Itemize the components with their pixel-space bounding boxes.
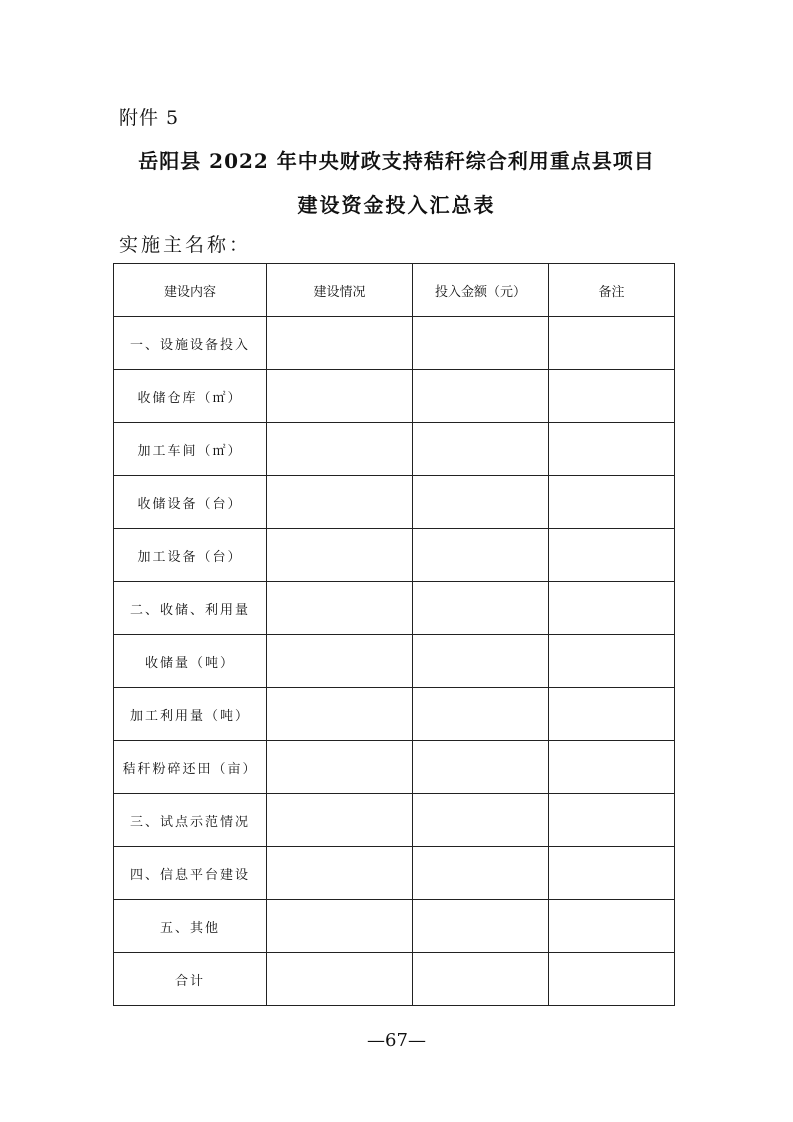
table-row xyxy=(114,794,675,847)
status-cell xyxy=(267,370,413,423)
status-cell xyxy=(267,423,413,476)
remark-cell xyxy=(549,953,675,1006)
amount-cell xyxy=(413,317,549,370)
amount-cell xyxy=(413,847,549,900)
amount-cell xyxy=(413,953,549,1006)
entity-name-label: 实施主名称： xyxy=(119,234,252,256)
amount-cell xyxy=(413,370,549,423)
table-row xyxy=(114,529,675,582)
row-item-label: 加工利用量（吨） xyxy=(114,688,267,741)
table-row xyxy=(114,900,675,953)
remark-cell xyxy=(549,317,675,370)
row-item-label: 加工车间（㎡） xyxy=(114,423,267,476)
status-cell xyxy=(267,900,413,953)
amount-cell xyxy=(413,794,549,847)
row-item-label: 一、设施设备投入 xyxy=(114,317,267,370)
table-row xyxy=(114,423,675,476)
amount-cell xyxy=(413,529,549,582)
remark-cell xyxy=(549,794,675,847)
attachment-label: 附件 5 xyxy=(119,107,180,129)
table-row xyxy=(114,741,675,794)
row-item-label: 收储量（吨） xyxy=(114,635,267,688)
table-row xyxy=(114,476,675,529)
remark-cell xyxy=(549,529,675,582)
document-title-line1: 岳阳县 2022 年中央财政支持秸秆综合利用重点县项目 xyxy=(138,149,655,173)
remark-cell xyxy=(549,900,675,953)
amount-cell xyxy=(413,688,549,741)
remark-cell xyxy=(549,847,675,900)
remark-cell xyxy=(549,370,675,423)
table-body xyxy=(114,317,675,1006)
row-item-label: 合计 xyxy=(114,953,267,1006)
remark-cell xyxy=(549,741,675,794)
table-row xyxy=(114,847,675,900)
row-item-label: 加工设备（台） xyxy=(114,529,267,582)
status-cell xyxy=(267,741,413,794)
status-cell xyxy=(267,847,413,900)
header-amount: 投入金额（元） xyxy=(413,264,549,317)
row-item-label: 四、信息平台建设 xyxy=(114,847,267,900)
remark-cell xyxy=(549,635,675,688)
amount-cell xyxy=(413,741,549,794)
table-row xyxy=(114,317,675,370)
amount-cell xyxy=(413,582,549,635)
amount-cell xyxy=(413,476,549,529)
amount-cell xyxy=(413,635,549,688)
status-cell xyxy=(267,953,413,1006)
remark-cell xyxy=(549,688,675,741)
row-item-label: 秸秆粉碎还田（亩） xyxy=(114,741,267,794)
table-row xyxy=(114,688,675,741)
table-header-row xyxy=(114,264,675,317)
remark-cell xyxy=(549,476,675,529)
status-cell xyxy=(267,317,413,370)
status-cell xyxy=(267,476,413,529)
amount-cell xyxy=(413,423,549,476)
row-item-label: 二、收储、利用量 xyxy=(114,582,267,635)
row-item-label: 收储设备（台） xyxy=(114,476,267,529)
row-item-label: 五、其他 xyxy=(114,900,267,953)
table-row xyxy=(114,635,675,688)
document-title-line2: 建设资金投入汇总表 xyxy=(297,193,496,217)
status-cell xyxy=(267,794,413,847)
table-row xyxy=(114,370,675,423)
row-item-label: 收储仓库（㎡） xyxy=(114,370,267,423)
row-item-label: 三、试点示范情况 xyxy=(114,794,267,847)
page-number: —67— xyxy=(367,1030,426,1051)
status-cell xyxy=(267,635,413,688)
summary-table xyxy=(113,263,675,1006)
table-row xyxy=(114,953,675,1006)
header-status: 建设情况 xyxy=(267,264,413,317)
status-cell xyxy=(267,582,413,635)
status-cell xyxy=(267,529,413,582)
header-content: 建设内容 xyxy=(114,264,267,317)
status-cell xyxy=(267,688,413,741)
header-remark: 备注 xyxy=(549,264,675,317)
table-row xyxy=(114,582,675,635)
remark-cell xyxy=(549,423,675,476)
amount-cell xyxy=(413,900,549,953)
remark-cell xyxy=(549,582,675,635)
